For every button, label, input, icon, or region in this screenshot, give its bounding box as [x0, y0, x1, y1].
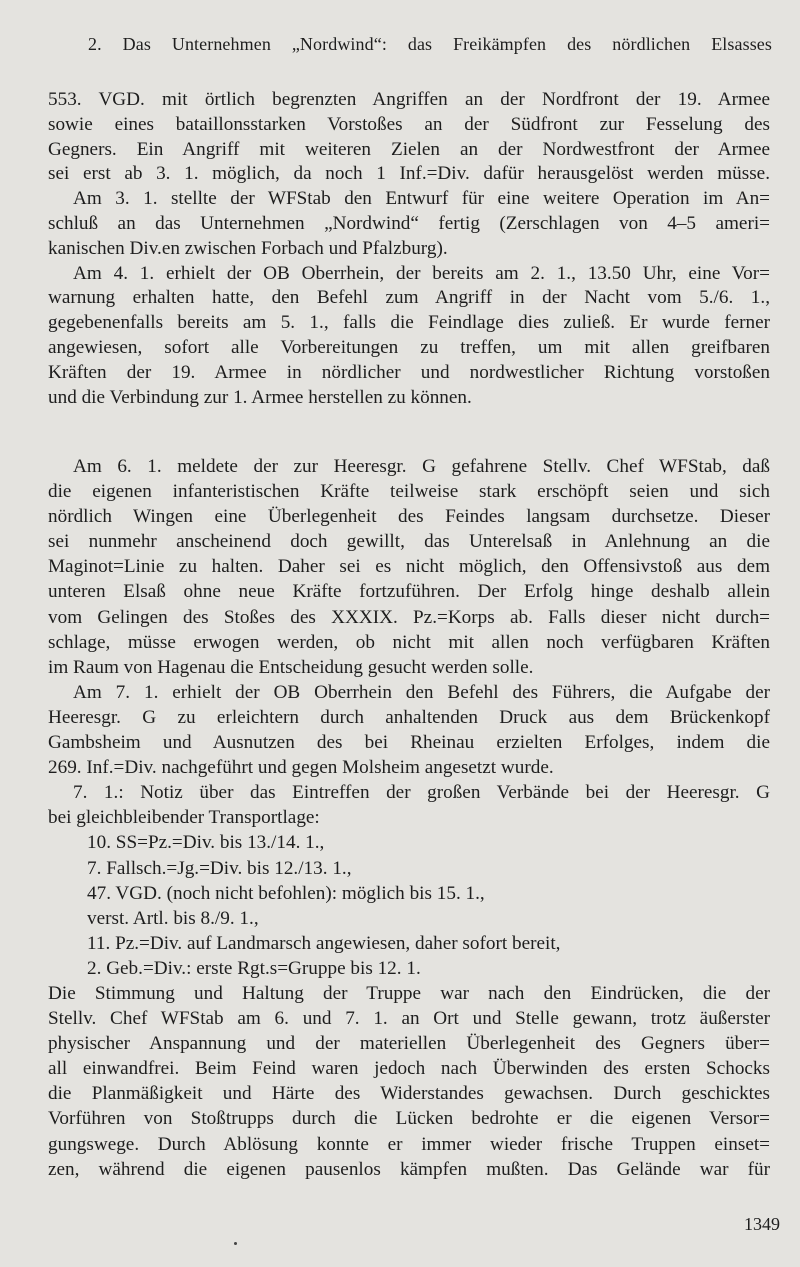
- text-line: Gegners. Ein Angriff mit weiteren Zielen an der Nordwestfront der Armee: [48, 138, 770, 160]
- text-line: Maginot=Linie zu halten. Daher sei es nicht möglich, den Offensivstoß aus dem: [48, 556, 770, 578]
- text-line: nördlich Wingen eine Überlegenheit des Feindes langsam durchsetze. Dieser: [48, 506, 770, 528]
- text-line: bei gleichbleibender Transportlage:: [48, 807, 320, 829]
- text-line: schluß an das Unternehmen „Nordwind“ fertig (Zerschlagen von 4–5 ameri=: [48, 212, 770, 234]
- list-item: 10. SS=Pz.=Div. bis 13./14. 1.,: [87, 832, 325, 854]
- text-block-bottom: [48, 454, 770, 1182]
- text-line: sei nunmehr anscheinend doch gewillt, das Unterelsaß in Anlehnung an die: [48, 531, 770, 553]
- print-speck: [234, 1242, 237, 1245]
- text-line: vom Gelingen des Stoßes des XXXIX. Pz.=Korps ab. Falls dieser nicht durch=: [48, 606, 770, 628]
- text-line: Am 4. 1. erhielt der OB Oberrhein, der bereits am 2. 1., 13.50 Uhr, eine Vor=: [73, 262, 770, 284]
- text-line: 269. Inf.=Div. nachgeführt und gegen Molsheim angesetzt wurde.: [48, 757, 554, 779]
- list-item: 47. VGD. (noch nicht befohlen): möglich bis 15. 1.,: [87, 882, 485, 904]
- text-line: Heeresgr. G zu erleichtern durch anhaltenden Druck aus dem Brückenkopf: [48, 706, 770, 728]
- text-line: unteren Elsaß ohne neue Kräfte fortzuführen. Der Erfolg hinge deshalb allein: [48, 581, 770, 603]
- text-line: schlage, müsse erwogen werden, ob nicht mit allen noch verfügbaren Kräften: [48, 631, 770, 653]
- list-item: verst. Artl. bis 8./9. 1.,: [87, 907, 259, 929]
- text-line: Vorführen von Stoßtrupps durch die Lücken bedrohte er die eigenen Versor=: [48, 1108, 770, 1130]
- text-line: Am 6. 1. meldete der zur Heeresgr. G gefahrene Stellv. Chef WFStab, daß: [73, 456, 770, 477]
- text-line: gungswege. Durch Ablösung konnte er immer wieder frische Truppen einset=: [48, 1133, 770, 1155]
- text-line: sei erst ab 3. 1. möglich, da noch 1 Inf.=Div. dafür herausgelöst werden müsse.: [48, 163, 770, 185]
- text-line: angewiesen, sofort alle Vorbereitungen zu treffen, um mit allen greifbaren: [48, 336, 770, 358]
- text-line: zen, während die eigenen pausenlos kämpfen mußten. Das Gelände war für: [48, 1158, 770, 1180]
- text-line: 553. VGD. mit örtlich begrenzten Angriffen an der Nordfront der 19. Armee: [48, 89, 770, 110]
- text-line: physischer Anspannung und der materiellen Überlegenheit des Gegners über=: [48, 1033, 770, 1055]
- text-line: Die Stimmung und Haltung der Truppe war nach den Eindrücken, die der: [48, 982, 770, 1004]
- text-line: im Raum von Hagenau die Entscheidung gesucht werden solle.: [48, 656, 534, 678]
- text-line: Stellv. Chef WFStab am 6. und 7. 1. an Ort und Stelle gewann, trotz äußerster: [48, 1008, 770, 1030]
- text-line: Am 7. 1. erhielt der OB Oberrhein den Befehl des Führers, die Aufgabe der: [73, 681, 770, 703]
- list-item: 2. Geb.=Div.: erste Rgt.s=Gruppe bis 12. 1.: [87, 957, 421, 979]
- list-item: 11. Pz.=Div. auf Landmarsch angewiesen, daher sofort bereit,: [87, 932, 561, 954]
- text-line: Kräften der 19. Armee in nördlicher und nordwestlicher Richtung vorstoßen: [48, 361, 770, 383]
- text-line: 7. 1.: Notiz über das Eintreffen der großen Verbände bei der Heeresgr. G: [73, 782, 770, 804]
- text-line: all einwandfrei. Beim Feind waren jedoch nach Überwinden des ersten Schocks: [48, 1058, 770, 1080]
- text-line: gegebenenfalls bereits am 5. 1., falls die Feindlage dies zuließ. Er wurde ferner: [48, 312, 770, 334]
- text-line: warnung erhalten hatte, den Befehl zum Angriff in der Nacht vom 5./6. 1.,: [48, 287, 770, 309]
- text-line: die eigenen infanteristischen Kräfte teilweise stark erschöpft seien und sich: [48, 481, 770, 503]
- page-number: 1349: [744, 1214, 780, 1234]
- text-line: und die Verbindung zur 1. Armee herstellen zu können.: [48, 386, 472, 408]
- text-block-top: [48, 88, 770, 410]
- text-line: die Planmäßigkeit und Härte des Widerstandes gewachsen. Durch geschicktes: [48, 1083, 770, 1105]
- list-item: 7. Fallsch.=Jg.=Div. bis 12./13. 1.,: [87, 857, 352, 879]
- text-line: Am 3. 1. stellte der WFStab den Entwurf für eine weitere Operation im An=: [73, 188, 770, 210]
- text-line: kanischen Div.en zwischen Forbach und Pfalzburg).: [48, 237, 448, 259]
- text-line: sowie eines bataillonsstarken Vorstoßes an der Südfront zur Fesselung des: [48, 113, 770, 135]
- text-line: Gambsheim und Ausnutzen des bei Rheinau erzielten Erfolges, indem die: [48, 732, 770, 754]
- running-header: 2. Das Unternehmen „Nordwind“: das Freikämpfen des nördlichen Elsasses: [88, 34, 772, 54]
